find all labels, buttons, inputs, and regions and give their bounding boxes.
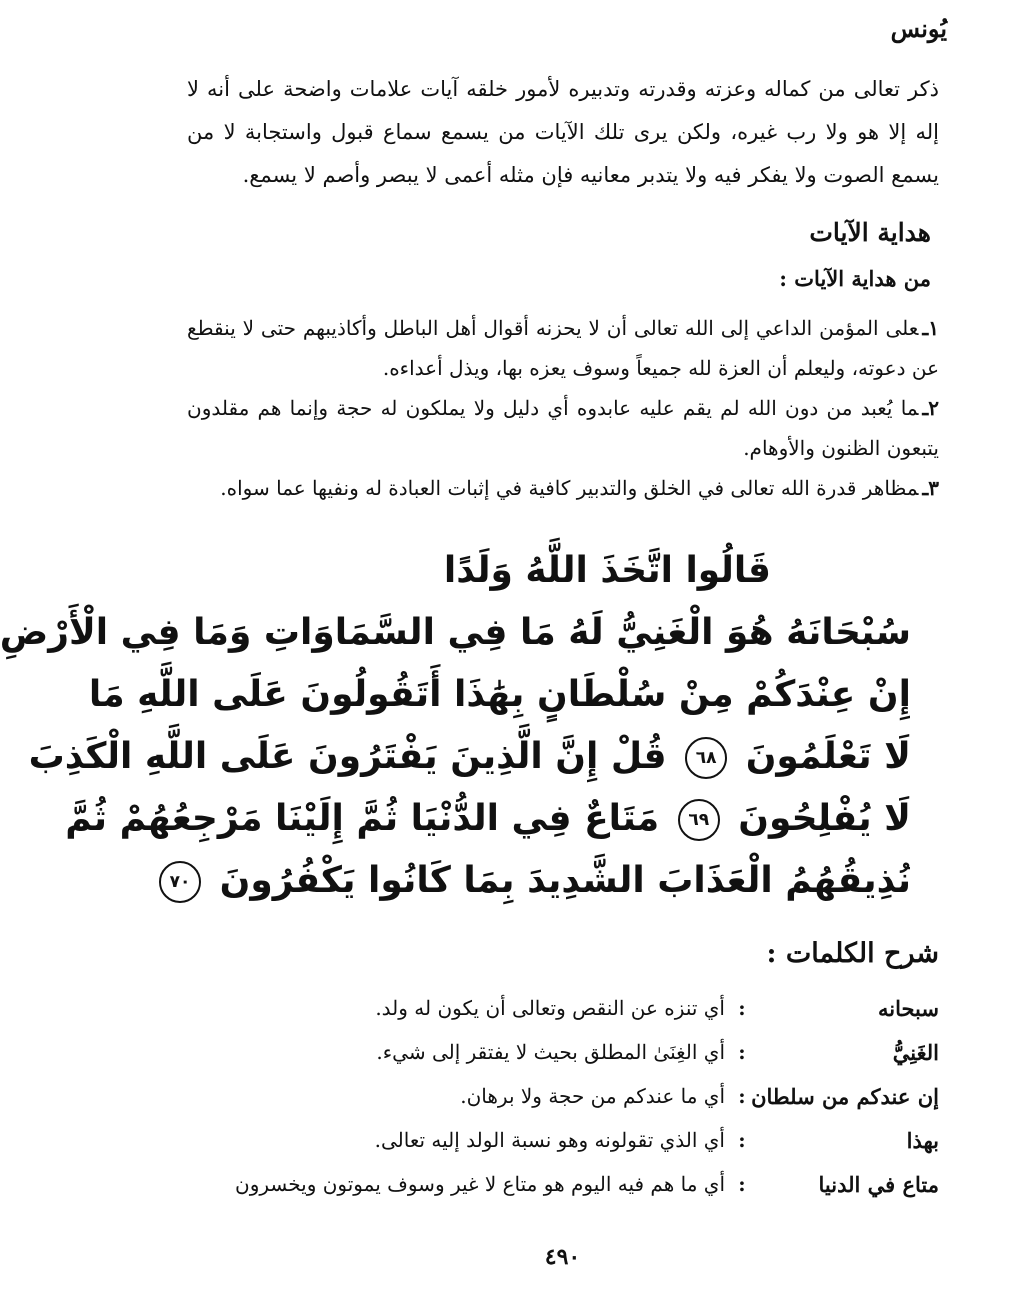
glossary-colon: : (738, 1128, 746, 1152)
hidaya-number: ٣ـ (922, 476, 939, 500)
quran-segment: لَا تَعْلَمُونَ (745, 736, 911, 777)
hidaya-text: على المؤمن الداعي إلى الله تعالى أن لا يحزنه أقوال أهل الباطل وأكاذيبهم حتى لا ينقطع عن دعوته، وليعلم أن العزة لله جميعاً وسوف يعزه بها، ويذل أعداءه. (187, 316, 939, 380)
tafsir-paragraph: ذكر تعالى من كماله وعزته وقدرته وتدبيره لأمور خلقه آيات علامات واضحة على أنه لا إله إلا هو ولا رب غيره، ولكن يرى تلك الآيات من يسمع سماع قبول واستجابة لا من يسمع الصوت ولا يفكر فيه ولا يتدبر معانيه فإن مثله أعمى لا يبصر وأصم لا يسمع. (187, 77, 939, 187)
section-title: هداية الآيات (809, 218, 931, 247)
glossary-colon: : (738, 1084, 746, 1108)
glossary-term: بهذا (906, 1127, 939, 1153)
glossary-row (179, 986, 939, 1030)
glossary-table (179, 986, 939, 1206)
page-number: ٤٩٠ (544, 1244, 581, 1270)
quran-line: إِنْ عِنْدَكُمْ مِنْ سُلْطَانٍ بِهَٰذَا أَتَقُولُونَ عَلَى اللَّهِ مَا (88, 674, 911, 715)
quran-line (169, 850, 911, 912)
glossary-colon: : (738, 996, 746, 1020)
hidaya-number: ٢ـ (922, 396, 939, 420)
ayah-number-marker: ٧٠ (159, 861, 201, 903)
ayah-number-marker: ٦٩ (678, 799, 720, 841)
glossary-row (179, 1162, 939, 1206)
hidaya-list (187, 308, 939, 508)
quran-segment: مَتَاعٌ فِي الدُّنْيَا ثُمَّ إِلَيْنَا مَرْجِعُهُمْ ثُمَّ (65, 798, 660, 839)
glossary-term: سبحانه (878, 995, 939, 1021)
glossary-colon: : (738, 1040, 746, 1064)
glossary-definition: أي الذي تقولونه وهو نسبة الولد إليه تعالى. (374, 1128, 725, 1152)
glossary-row (179, 1118, 939, 1162)
glossary-term: إن عندكم من سلطان (751, 1083, 939, 1109)
glossary-term: متاع في الدنيا (818, 1171, 939, 1197)
quran-segment: قُلْ إِنَّ الَّذِينَ يَفْتَرُونَ عَلَى اللَّهِ الْكَذِبَ (28, 736, 667, 777)
glossary-definition: أي ما عندكم من حجة ولا برهان. (460, 1084, 725, 1108)
glossary-row (179, 1074, 939, 1118)
ayah-number-marker: ٦٨ (685, 737, 727, 779)
quran-line (28, 726, 911, 788)
glossary-colon: : (738, 1172, 746, 1196)
quran-line: قَالُوا اتَّخَذَ اللَّهُ وَلَدًا (443, 550, 771, 591)
hidaya-item (187, 468, 939, 508)
hidaya-number: ١ـ (922, 316, 940, 340)
quran-line: سُبْحَانَهُ هُوَ الْغَنِيُّ لَهُ مَا فِي السَّمَاوَاتِ وَمَا فِي الْأَرْضِ (0, 612, 911, 653)
hidaya-item (187, 308, 939, 388)
glossary-term: الغَنِيُّ (892, 1039, 939, 1065)
quran-segment: نُذِيقُهُمُ الْعَذَابَ الشَّدِيدَ بِمَا كَانُوا يَكْفُرُونَ (219, 860, 911, 901)
glossary-definition: أي الغِنَىٰ المطلق بحيث لا يفتقر إلى شيء. (376, 1040, 725, 1064)
hidaya-text: مظاهر قدرة الله تعالى في الخلق والتدبير كافية في إثبات العبادة له ونفيها عما سواه. (220, 476, 919, 500)
glossary-title: شرح الكلمات : (766, 938, 939, 969)
hidaya-text: ما يُعبد من دون الله لم يقم عليه عابدوه أي دليل ولا يملكون له حجة وإنما هم مقلدون يتبعون الظنون والأوهام. (187, 396, 939, 460)
hidaya-item (187, 388, 939, 468)
quran-segment: لَا يُفْلِحُونَ (738, 798, 911, 839)
quran-line (65, 788, 911, 850)
glossary-definition: أي ما هم فيه اليوم هو متاع لا غير وسوف يموتون ويخسرون (235, 1172, 725, 1196)
glossary-row (179, 1030, 939, 1074)
sub-title: من هداية الآيات : (779, 266, 931, 291)
running-head-surah: يُونس (890, 14, 947, 43)
quran-verses (0, 540, 911, 912)
glossary-definition: أي تنزه عن النقص وتعالى أن يكون له ولد. (375, 996, 725, 1020)
